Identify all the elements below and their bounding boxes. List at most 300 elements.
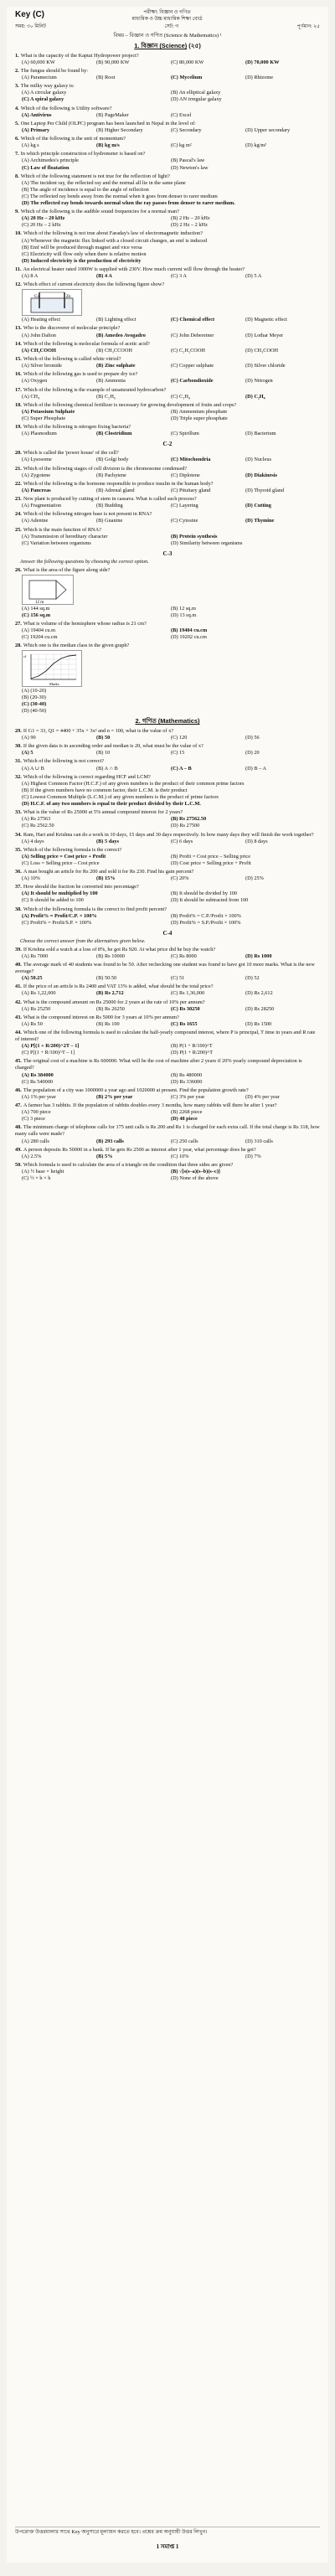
question-stem bbox=[15, 511, 320, 518]
question-5 bbox=[15, 121, 320, 134]
answer-option: (A) 280 calls bbox=[22, 1138, 49, 1144]
answer-option-selected: (B) 19404 cu.cm bbox=[171, 627, 208, 633]
options-list bbox=[15, 1006, 320, 1013]
question-22 bbox=[15, 481, 320, 494]
question-stem bbox=[15, 83, 320, 90]
options-list bbox=[15, 394, 320, 400]
options-list bbox=[15, 534, 320, 547]
question-text: A man bought an article for Rs 200 and sold it for Rs 230. Find his gain percent? bbox=[23, 869, 194, 875]
question-stem bbox=[15, 947, 320, 953]
question-text: How should the fraction be converted into percentage? bbox=[23, 884, 139, 891]
answer-option-selected: (A) CH₃COOH bbox=[22, 347, 56, 354]
question-number: 14. bbox=[15, 340, 22, 347]
answer-option: (A) John Dalton bbox=[22, 332, 56, 338]
question-text: Which of the following is the unit of momentum? bbox=[20, 136, 126, 142]
answer-option-selected: (A) 20 Hz – 20 kHz bbox=[22, 215, 65, 222]
question-number: 31. bbox=[15, 758, 22, 765]
question-text: Which of the following is called white vitriol? bbox=[23, 356, 121, 363]
question-number: 11. bbox=[15, 266, 22, 272]
question-stem bbox=[15, 999, 320, 1006]
answer-option: (B) P(1 + R/100)^T bbox=[171, 1043, 213, 1050]
answer-option: (D) Lothar Meyer bbox=[245, 332, 284, 338]
answer-option: (D) 2 Hz – 2 kHz bbox=[171, 222, 208, 229]
question-44 bbox=[15, 1030, 320, 1056]
question-text: Which of the following statement is not true for the reflection of light? bbox=[20, 173, 170, 179]
question-49 bbox=[15, 1147, 320, 1160]
answer-option-selected: (B) √[s(s–a)(s–b)(s–c)] bbox=[171, 1169, 220, 1175]
answer-option: (D) Triple super phosphate bbox=[171, 415, 228, 421]
question-text: Which of the following stages of cell division is the chromosome condensed? bbox=[23, 465, 188, 472]
options-list bbox=[15, 215, 320, 229]
question-number: 36. bbox=[15, 869, 22, 875]
options-list bbox=[15, 127, 320, 134]
answer-option: (C) Copper sulphate bbox=[171, 363, 214, 369]
answer-option: (C) 20% bbox=[171, 875, 189, 882]
question-text: Which of the following is nitrogen fixing bacteria? bbox=[23, 424, 131, 431]
answer-option-selected: (A) Potassium Sulphate bbox=[22, 408, 75, 415]
question-number: 32. bbox=[15, 773, 22, 780]
answer-option: (D) Newton's law bbox=[171, 164, 209, 171]
answer-option: (B) Ammonia bbox=[96, 378, 126, 385]
answer-option: (A) Rs 25250 bbox=[22, 1005, 51, 1012]
answer-option: (C) Super Phosphate bbox=[22, 415, 66, 421]
question-stem bbox=[15, 53, 320, 59]
options-list bbox=[15, 750, 320, 756]
question-32 bbox=[15, 774, 320, 808]
answer-option: (A) Adenine bbox=[22, 518, 49, 524]
answer-option: (C) 51 bbox=[171, 974, 185, 981]
answer-option: (C) 20 Hz – 2 kHz bbox=[22, 222, 61, 229]
question-stem bbox=[15, 68, 320, 75]
question-28 bbox=[15, 643, 320, 715]
options-list bbox=[15, 1169, 320, 1182]
answer-option: (A) Plasmodium bbox=[22, 431, 57, 437]
options-list bbox=[15, 875, 320, 882]
question-35 bbox=[15, 847, 320, 867]
question-1 bbox=[15, 53, 320, 66]
page-number: 1 সমাপ্ত 1 bbox=[156, 2543, 179, 2551]
answer-option: (B) Root bbox=[96, 75, 116, 80]
options-list bbox=[15, 891, 320, 904]
electrolysis-figure bbox=[22, 289, 82, 316]
answer-option: (B) (20-30) bbox=[22, 694, 46, 701]
answer-option: (B) 12 sq.m bbox=[171, 605, 196, 612]
answer-option: (D) kg/m² bbox=[245, 142, 267, 149]
question-number: 19. bbox=[15, 424, 22, 431]
answer-option: (A) Fragmentation bbox=[22, 503, 62, 509]
answer-option-selected: (D) C₂H₄ bbox=[245, 393, 265, 400]
options-list bbox=[15, 1072, 320, 1086]
answer-option: (C) Electricity will flow only when there is relative motion bbox=[22, 250, 147, 257]
answer-option: (A) 700 piece bbox=[22, 1109, 51, 1116]
question-number: 4. bbox=[15, 105, 19, 111]
answer-option-selected: (B) 4 A bbox=[96, 272, 112, 279]
answer-option: (C) C₂H₅COOH bbox=[171, 347, 205, 354]
options-list bbox=[15, 333, 320, 339]
answer-option: (B) Golgi body bbox=[96, 457, 129, 463]
options-list bbox=[15, 503, 320, 509]
question-text: Which of the following is not correct? bbox=[23, 758, 105, 765]
answer-option: (A) 144 sq.m bbox=[22, 605, 50, 612]
question-stem bbox=[15, 151, 320, 157]
options-list bbox=[15, 854, 320, 867]
question-stem bbox=[15, 173, 320, 180]
question-number: 12. bbox=[15, 281, 22, 288]
answer-option-selected: (B) Protein synthesis bbox=[171, 533, 218, 539]
answer-option: (B) 50.50 bbox=[96, 974, 117, 981]
answer-option: (B) CH₃CCOOH bbox=[96, 347, 132, 354]
question-text: Ram, Hari and Krishna can do a work in 10 days, 15 days and 30 days respectively. In how many days they will finish the work together? bbox=[23, 831, 314, 838]
answer-option: (A) (10-20) bbox=[22, 688, 47, 694]
options-list bbox=[15, 378, 320, 385]
options-list bbox=[15, 75, 320, 81]
answer-option-selected: (B) 293 calls bbox=[96, 1138, 124, 1144]
question-text: The population of a city was 1000000 a year ago and 1020000 at present. Find the population growth rate? bbox=[23, 1087, 249, 1093]
question-number: 46. bbox=[15, 1087, 22, 1093]
question-45 bbox=[15, 1058, 320, 1085]
question-stem bbox=[15, 496, 320, 503]
question-18 bbox=[15, 402, 320, 422]
question-text: Who is the discoverer of molecular principle? bbox=[23, 325, 121, 332]
question-number: 24. bbox=[15, 511, 22, 518]
question-stem bbox=[15, 621, 320, 627]
answer-key-label: Key (C) bbox=[15, 10, 45, 19]
science-title-text: 1. বিজ্ঞান (Science) bbox=[134, 42, 188, 50]
answer-option-selected: (A) Profit% = Profit/C.P. × 100% bbox=[22, 912, 97, 919]
question-number: 43. bbox=[15, 1014, 22, 1020]
options-list bbox=[15, 766, 320, 772]
answer-option: (D) Bacterium bbox=[245, 431, 276, 437]
options-list bbox=[15, 913, 320, 927]
answer-option: (A) Lysosome bbox=[22, 457, 52, 463]
question-stem bbox=[15, 230, 320, 237]
options-list bbox=[15, 472, 320, 479]
answer-option: (A) Silver bromide bbox=[22, 363, 62, 369]
question-text: Which of the following is Utility software? bbox=[20, 105, 112, 111]
answer-option-selected: (C) A spiral galaxy bbox=[22, 96, 64, 103]
answer-option: (A) Rs 7000 bbox=[22, 952, 49, 959]
answer-option-selected: (B) Clostridium bbox=[96, 431, 132, 437]
question-number: 48. bbox=[15, 1124, 22, 1131]
answer-option: (A) A ∪ B bbox=[22, 765, 44, 772]
question-number: 47. bbox=[15, 1102, 22, 1109]
question-text: The fungus should be found by: bbox=[20, 67, 89, 74]
question-text: If the given data is in ascending order and median is 20, what must be the value of x? bbox=[23, 743, 204, 750]
answer-option-selected: (D) Rs 1000 bbox=[245, 952, 272, 959]
question-41 bbox=[15, 983, 320, 997]
question-34 bbox=[15, 832, 320, 845]
options-list bbox=[15, 953, 320, 960]
answer-option: (B) Guanine bbox=[96, 518, 123, 524]
answer-option: (D) Upper secondary bbox=[245, 126, 291, 133]
question-47 bbox=[15, 1102, 320, 1123]
answer-option: (B) The angle of incidence is equal to the angle of reflection bbox=[22, 186, 149, 193]
question-text: Which is the main function of RNA? bbox=[23, 526, 101, 533]
question-stem bbox=[15, 424, 320, 431]
answer-option: (A) 1% per year bbox=[22, 1093, 56, 1100]
question-15 bbox=[15, 356, 320, 369]
question-stem bbox=[15, 136, 320, 142]
options-list bbox=[15, 363, 320, 369]
answer-option: (D) P(1 + R/200)^T bbox=[171, 1050, 214, 1056]
answer-option: (A) 90 bbox=[22, 734, 36, 741]
answer-option: (D) Silver chloride bbox=[245, 363, 286, 369]
options-list bbox=[15, 1094, 320, 1101]
answer-option: (D) Rs 28250 bbox=[245, 1005, 275, 1012]
answer-option: (C) Layering bbox=[171, 503, 198, 509]
question-14 bbox=[15, 341, 320, 354]
answer-option: (C) Rs 8000 bbox=[171, 952, 197, 959]
answer-option: (B) Lighting effect bbox=[96, 317, 137, 323]
ogive-graph-figure bbox=[22, 650, 82, 687]
answer-option: (B) Budding bbox=[96, 503, 123, 509]
question-stem bbox=[15, 481, 320, 488]
answer-option-selected: (B) 5% bbox=[96, 1153, 113, 1159]
question-stem bbox=[15, 728, 320, 735]
answer-option: (C) Variation between organisms bbox=[22, 539, 91, 546]
question-8 bbox=[15, 173, 320, 207]
answer-option: (B) Rs 480000 bbox=[171, 1071, 203, 1078]
question-text: Which of the following is the example of unsaturated hydrocarbon? bbox=[23, 386, 167, 393]
question-stem bbox=[15, 869, 320, 875]
question-stem bbox=[15, 266, 320, 273]
science-section-title bbox=[15, 42, 320, 49]
question-text: Which of the following nitrogen base is not present in RNA? bbox=[23, 511, 152, 518]
answer-option: (B) 2 Hz – 20 kHz bbox=[171, 215, 210, 222]
question-text: Which of the following is correct regarding HCF and LCM? bbox=[23, 773, 151, 780]
question-36 bbox=[15, 869, 320, 882]
question-text: What is the capacity of the Kaptai Hydropower project? bbox=[20, 52, 139, 59]
question-26 bbox=[15, 567, 320, 619]
options-list bbox=[15, 518, 320, 524]
question-text: Which is called the 'power house' of the cell? bbox=[23, 450, 119, 457]
question-25 bbox=[15, 527, 320, 547]
answer-option: (D) Rs 1500 bbox=[245, 1020, 272, 1027]
question-text: One Laptop Per Child (OLPC) program has been launched in Nepal in the level of: bbox=[20, 120, 196, 126]
question-stem bbox=[15, 809, 320, 816]
board-name: পরীক্ষা: বিজ্ঞান ও গণিত bbox=[143, 10, 191, 15]
answer-option: (C) 19204 cu.cm bbox=[22, 633, 58, 640]
question-4 bbox=[15, 106, 320, 119]
answer-option: (C) P[(1 + R/100)^T – 1] bbox=[22, 1050, 75, 1056]
answer-option-selected: (D) Diakinesis bbox=[245, 472, 277, 478]
question-stem bbox=[15, 906, 320, 913]
answer-option: (C) John Debereiner bbox=[171, 332, 214, 338]
question-text: If the price of an article is Rs 2400 and VAT 13% is added, what should be the total price? bbox=[23, 983, 214, 990]
question-stem bbox=[15, 832, 320, 839]
math-title-text: 2. গণিত (Mathematics) bbox=[135, 717, 200, 725]
question-number: 34. bbox=[15, 831, 22, 838]
answer-option: (D) Similarity between organisms bbox=[171, 539, 243, 546]
question-stem bbox=[15, 325, 320, 332]
question-23 bbox=[15, 496, 320, 509]
question-11 bbox=[15, 266, 320, 280]
answer-option-selected: (C) (30-40) bbox=[22, 701, 47, 708]
question-48 bbox=[15, 1124, 320, 1144]
answer-option: (C) Excel bbox=[171, 111, 192, 118]
answer-option: (A) Rs 1,22,000 bbox=[22, 990, 56, 997]
q26-side-label: 12 m bbox=[35, 600, 44, 605]
question-text: If G1 = 33, Q1 = 4400 + 35x + 3x² and n = 100, what is the value of x? bbox=[23, 727, 174, 734]
answer-option: (D) 52 bbox=[245, 974, 260, 981]
question-stem bbox=[15, 387, 320, 394]
answer-option: (A) Highest Common Factor (H.C.F.) of any given numbers is the product of their common prime factors bbox=[22, 780, 245, 787]
question-42 bbox=[15, 999, 320, 1013]
answer-option: (D) None of the above bbox=[171, 1175, 219, 1182]
question-number: 17. bbox=[15, 386, 22, 393]
options-list bbox=[15, 142, 320, 149]
question-number: 1. bbox=[15, 52, 19, 59]
answer-option: (D) Magnetic effect bbox=[245, 317, 287, 323]
question-text: Which of the following is the audible sound frequencies for a normal man? bbox=[20, 209, 179, 215]
options-list bbox=[15, 1138, 320, 1145]
question-number: 29. bbox=[15, 727, 22, 734]
question-stem bbox=[15, 1147, 320, 1154]
answer-option-selected: (C) Chemical effect bbox=[171, 317, 215, 323]
question-number: 28. bbox=[15, 643, 22, 649]
question-number: 16. bbox=[15, 371, 22, 378]
question-number: 27. bbox=[15, 620, 22, 627]
question-10 bbox=[15, 230, 320, 264]
question-stem bbox=[15, 643, 320, 649]
question-20 bbox=[15, 450, 320, 463]
options-list bbox=[15, 1021, 320, 1028]
question-number: 33. bbox=[15, 809, 22, 816]
options-list bbox=[15, 238, 320, 265]
question-text: Which of the following is molecular formula of acetic acid? bbox=[23, 340, 150, 347]
question-24 bbox=[15, 511, 320, 524]
question-number: 2. bbox=[15, 67, 19, 74]
group-c3-instruction: Answer the following questions by choosing the correct option. bbox=[20, 559, 149, 565]
options-list bbox=[15, 273, 320, 280]
answer-option: (D) Rs 336000 bbox=[171, 1078, 203, 1085]
answer-option: (A) The incident ray, the reflected ray and the normal all lie in the same plane bbox=[22, 179, 186, 186]
question-text: What is the compound interest on Rs 5000 for 3 years at 10% per annum? bbox=[23, 1014, 179, 1020]
answer-option: (B) 10 bbox=[96, 750, 111, 756]
question-text: What is the value of Rs 25000 at 5% annual compound interest for 2 years? bbox=[23, 809, 183, 816]
answer-option: (A) Rs 27563 bbox=[22, 816, 51, 823]
time-label: সময়: ৩০ মিনিট bbox=[15, 24, 46, 30]
answer-option: (C) 120 bbox=[171, 734, 188, 741]
answer-option: (C) ½ × b × h bbox=[22, 1175, 51, 1182]
answer-option: (B) Adrenal gland bbox=[96, 487, 135, 493]
exam-page bbox=[7, 7, 328, 2563]
answer-option: (A) 2.5% bbox=[22, 1153, 42, 1159]
answer-option: (D) 8 days bbox=[245, 838, 268, 844]
header-center bbox=[44, 10, 290, 23]
answer-option-selected: (A) It should be multiplied by 100 bbox=[22, 891, 98, 897]
answer-option: (C) Rs 540000 bbox=[22, 1078, 54, 1085]
math-section-title bbox=[15, 717, 320, 725]
header bbox=[15, 10, 320, 23]
answer-option: (C) Cytosine bbox=[171, 518, 198, 524]
options-list bbox=[15, 735, 320, 741]
question-stem bbox=[15, 983, 320, 990]
options-list bbox=[15, 839, 320, 845]
question-text: An electrical heater rated 1000W is supplied with 230V. How much current will flow through the heater? bbox=[23, 266, 245, 272]
question-29 bbox=[15, 728, 320, 741]
question-39 bbox=[15, 947, 320, 960]
answer-option: (B) Profit% = C.P./Profit × 100% bbox=[171, 912, 241, 919]
question-stem bbox=[15, 962, 320, 975]
question-text: Which one is the median class in the given graph? bbox=[23, 643, 130, 649]
answer-option: (A) 10% bbox=[22, 875, 40, 882]
answer-option: (A) 4 days bbox=[22, 838, 44, 844]
answer-option: (D) 4% per year bbox=[245, 1093, 280, 1100]
question-text: New plant is produced by cutting of stem in cassava. What is called such process? bbox=[23, 496, 197, 503]
answer-option-selected: (D) Cutting bbox=[245, 503, 271, 509]
options-list bbox=[15, 348, 320, 354]
question-stem bbox=[15, 1058, 320, 1071]
answer-option: (B) C₂H₆ bbox=[96, 393, 116, 400]
answer-option-selected: (A) Antivirus bbox=[22, 111, 52, 118]
answer-option-selected: (A) Pancreas bbox=[22, 487, 51, 493]
answer-option-selected: (A) 50.25 bbox=[22, 974, 43, 981]
question-number: 45. bbox=[15, 1058, 22, 1065]
question-stem bbox=[15, 884, 320, 891]
answer-option: (C) 6 days bbox=[171, 838, 193, 844]
answer-option: (C) 3 A bbox=[171, 272, 187, 279]
answer-option: (C) 80,000 KW bbox=[171, 59, 204, 65]
answer-option: (A) Archimedes's principle bbox=[22, 157, 79, 164]
options-list bbox=[15, 1043, 320, 1056]
question-text: Which of the following gas is used to prepare dry ice? bbox=[23, 371, 138, 378]
q28-y-label: cf bbox=[23, 654, 27, 659]
question-number: 20. bbox=[15, 450, 22, 457]
answer-option: (C) 250 calls bbox=[171, 1138, 198, 1144]
answer-option: (B) A ∩ B bbox=[96, 765, 118, 772]
options-list bbox=[15, 457, 320, 463]
options-list bbox=[15, 688, 320, 715]
question-number: 44. bbox=[15, 1030, 22, 1036]
question-12 bbox=[15, 281, 320, 323]
answer-option: (C) Rs 1,36,000 bbox=[171, 990, 205, 997]
question-7 bbox=[15, 151, 320, 171]
answer-option: (D) 7% bbox=[245, 1153, 261, 1159]
answer-option: (D) Profit% = S.P./Profit × 100% bbox=[171, 919, 241, 926]
answer-option: (B) Higher Secondary bbox=[96, 126, 143, 133]
options-list bbox=[15, 606, 320, 619]
question-number: 6. bbox=[15, 136, 19, 142]
answer-option: (D) It should be subtracted from 100 bbox=[171, 897, 249, 904]
answer-option: (C) Lowest Common Multiple (L.C.M.) of any given numbers is the product of prime factors bbox=[22, 793, 219, 800]
answer-option: (A) Transmission of hereditary character bbox=[22, 533, 108, 539]
set-label: সেট: গ bbox=[164, 24, 179, 30]
answer-option: (A) Whenever the magnetic flux linked with a closed circuit changes, an emf is induced bbox=[22, 237, 208, 244]
group-c4-marker: C-4 bbox=[162, 929, 173, 937]
answer-option-selected: (B) kg m/s bbox=[96, 142, 120, 149]
question-38 bbox=[15, 906, 320, 927]
question-number: 23. bbox=[15, 496, 22, 503]
answer-option-selected: (B) 15% bbox=[96, 875, 116, 882]
question-stem bbox=[15, 1124, 320, 1138]
question-number: 8. bbox=[15, 173, 19, 179]
answer-option-selected: (C) Rs 1655 bbox=[171, 1020, 198, 1027]
answer-option: (D) 5 A bbox=[245, 272, 262, 279]
answer-option: (D) AN irregular galaxy bbox=[171, 96, 222, 103]
answer-option: (D) (40-50) bbox=[22, 708, 47, 715]
answer-option: (A) Oxygen bbox=[22, 378, 48, 385]
question-46 bbox=[15, 1087, 320, 1101]
answer-option: (C) It should be added to 100 bbox=[22, 897, 84, 904]
question-stem bbox=[15, 847, 320, 854]
question-stem bbox=[15, 1030, 320, 1043]
question-text: A farmer has 3 rabbits. If the population of rabbits doubles every 3 months, how many rabbits will there be after 1 year? bbox=[23, 1102, 277, 1109]
question-21 bbox=[15, 466, 320, 479]
question-17 bbox=[15, 387, 320, 400]
answer-option-selected: (A) Rs 384000 bbox=[22, 1071, 54, 1078]
question-stem bbox=[15, 466, 320, 472]
